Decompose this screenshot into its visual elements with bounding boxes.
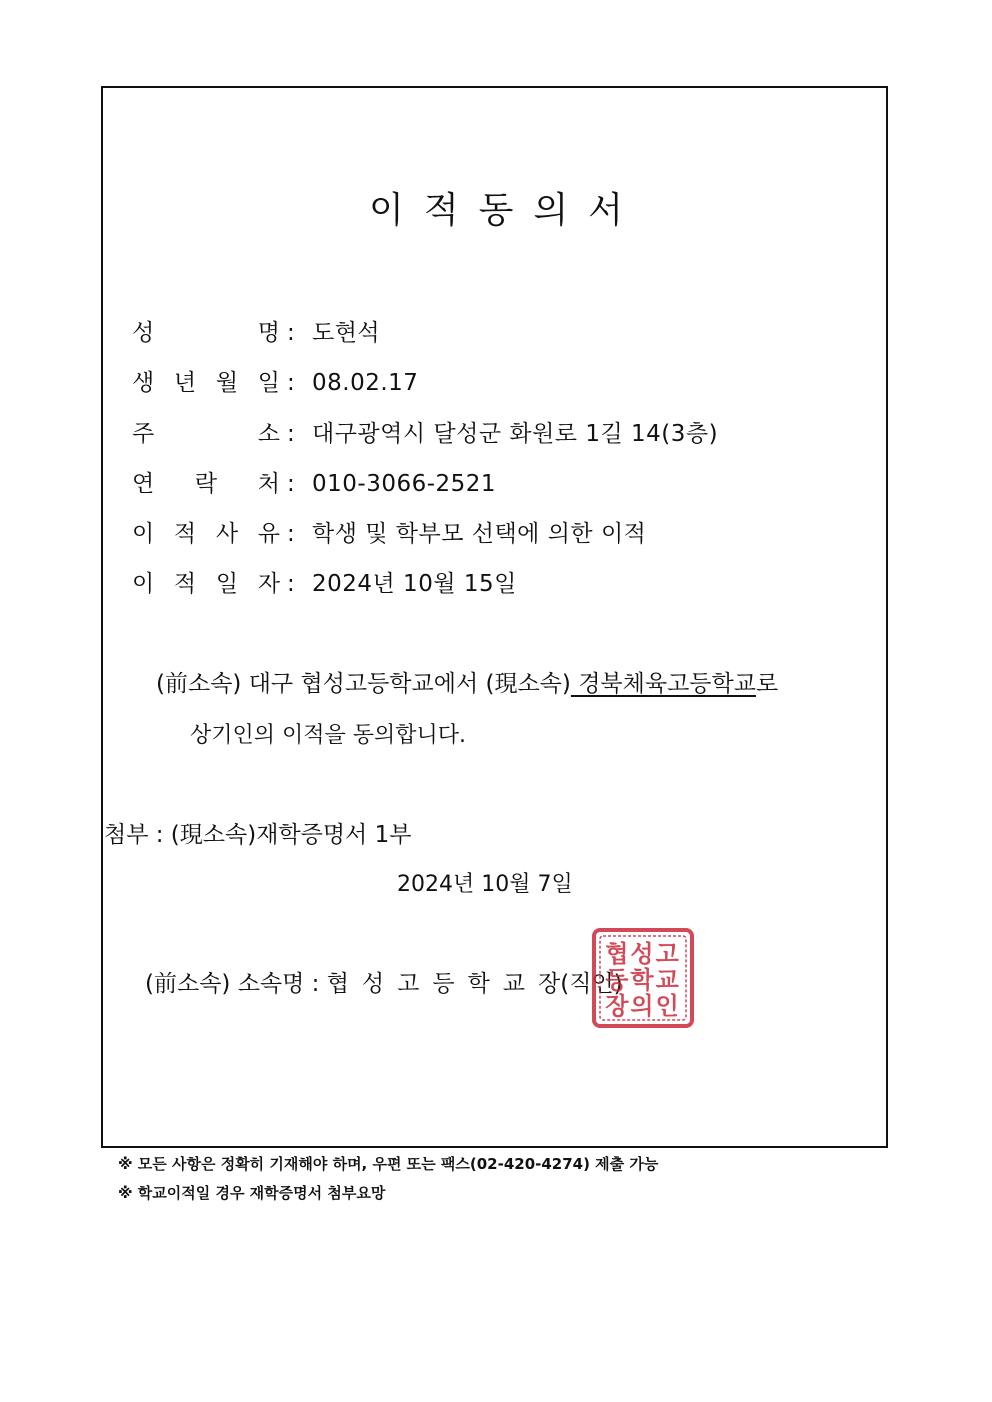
school-name: 협성고등학교	[326, 971, 539, 997]
field-value: 2024년 10월 15일	[312, 571, 517, 597]
colon: :	[287, 421, 295, 447]
official-seal-stamp	[590, 926, 696, 1030]
consent-suffix: 로	[755, 671, 779, 697]
field-label: 성 명	[132, 320, 280, 346]
seal-text-line: 협성고	[605, 940, 681, 968]
field-label: 이 적 사 유	[132, 521, 280, 547]
footnote: ※ 모든 사항은 정확히 기재해야 하며, 우편 또는 팩스(02-420-4274) 제출 가능	[118, 1155, 659, 1173]
consent-statement	[156, 667, 778, 701]
field-value: 학생 및 학부모 선택에 의한 이적	[312, 521, 647, 547]
new-school-name: 경북체육고등학교	[570, 671, 756, 697]
field-label: 연 락 처	[132, 471, 280, 497]
signature-prefix: (前소속) 소속명 :	[145, 971, 327, 997]
field-label: 이 적 일 자	[132, 571, 280, 597]
colon: :	[287, 521, 295, 547]
colon: :	[287, 320, 295, 346]
colon: :	[287, 571, 295, 597]
field-label: 주 소	[132, 421, 280, 447]
document-date: 2024년 10월 7일	[397, 872, 573, 897]
document-title: 이적동의서	[369, 190, 643, 231]
attachment-note: 첨부 : (現소속)재학증명서 1부	[104, 822, 412, 848]
seal-text-line: 장의인	[605, 992, 681, 1020]
footnote: ※ 학교이적일 경우 재학증명서 첨부요망	[118, 1184, 386, 1202]
field-value: 010-3066-2521	[312, 471, 497, 497]
signature-suffix: 장(직인)	[538, 971, 623, 997]
seal-text-line: 등학교	[605, 966, 681, 994]
signature-line	[145, 967, 623, 1001]
consent-prefix: (前소속) 대구 협성고등학교에서 (現소속)	[156, 671, 571, 697]
colon: :	[287, 370, 295, 396]
field-value: 대구광역시 달성군 화원로 1길 14(3층)	[312, 421, 719, 447]
field-value: 도현석	[312, 320, 381, 346]
colon: :	[287, 471, 295, 497]
field-label: 생 년 월 일	[132, 370, 280, 396]
field-value: 08.02.17	[312, 370, 419, 396]
consent-statement-line2: 상기인의 이적을 동의합니다.	[190, 723, 467, 748]
